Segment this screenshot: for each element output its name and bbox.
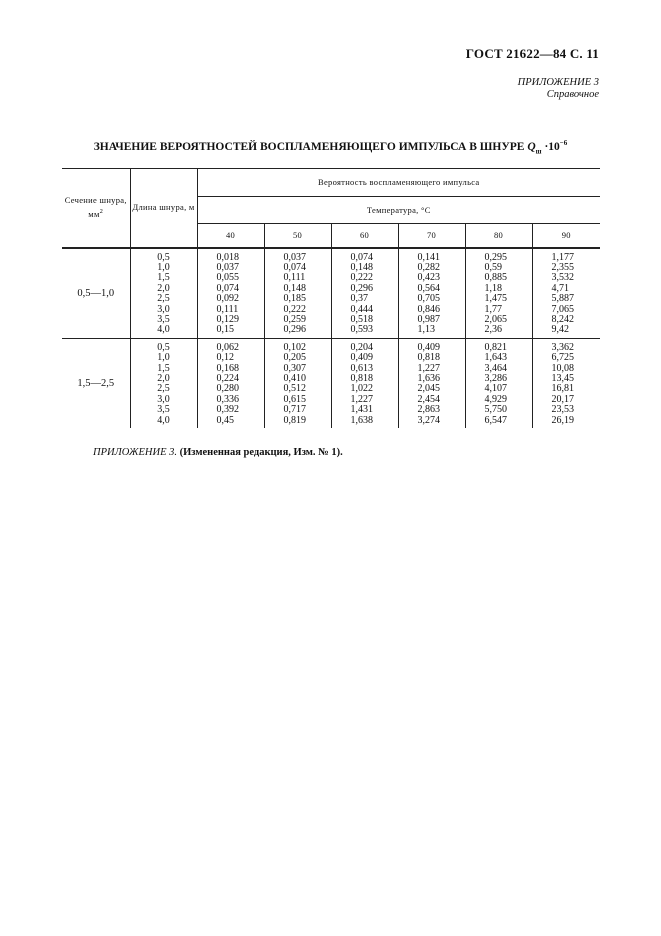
length-cell: 0,5 1,0 1,5 2,0 2,5 3,0 3,5 4,0	[130, 248, 197, 339]
value-cell: 0,062 0,12 0,168 0,224 0,280 0,336 0,392 0,45	[197, 338, 264, 428]
note-appendix-ref: ПРИЛОЖЕНИЕ 3.	[93, 447, 177, 458]
section-cell: 1,5—2,5	[77, 377, 115, 389]
value-cell: 0,204 0,409 0,613 0,818 1,022 1,227 1,431 1,638	[331, 338, 398, 428]
temp-60: 60	[331, 224, 398, 248]
header-probability: Вероятность воспламеняющего импульса	[197, 169, 600, 197]
probability-table	[62, 168, 600, 428]
temp-90: 90	[532, 224, 600, 248]
header-section: Сечение шнура, $мм^2$	[62, 169, 130, 248]
amendment-note	[93, 447, 343, 458]
value-cell: 0,821 1,643 3,464 3,286 4,107 4,929 5,750 6,547	[465, 338, 532, 428]
table-row	[62, 248, 600, 339]
temp-70: 70	[398, 224, 465, 248]
title-symbol: $Q_ш$	[527, 140, 542, 156]
note-text: (Измененная редакция, Изм. № 1).	[179, 447, 343, 458]
header-length: Длина шнура, м	[130, 169, 197, 248]
length-cell: 0,5 1,0 1,5 2,0 2,5 3,0 3,5 4,0	[130, 338, 197, 428]
value-cell: 0,074 0,148 0,222 0,296 0,37 0,444 0,518 0,593	[331, 248, 398, 339]
temp-50: 50	[264, 224, 331, 248]
value-cell: 3,362 6,725 10,08 13,45 16,81 20,17 23,53 26,19	[532, 338, 600, 428]
value-cell: 0,037 0,074 0,111 0,148 0,185 0,222 0,259 0,296	[264, 248, 331, 339]
value-cell: 1,177 2,355 3,532 4,71 5,887 7,065 8,242 9,42	[532, 248, 600, 339]
value-cell: 0,018 0,037 0,055 0,074 0,092 0,111 0,129 0,15	[197, 248, 264, 339]
section-cell: 0,5—1,0	[62, 248, 130, 339]
value-cell: 0,141 0,282 0,423 0,564 0,705 0,846 0,987 1,13	[398, 248, 465, 339]
title-exponent: −6	[559, 139, 568, 147]
document-reference: ГОСТ 21622—84 С. 11	[465, 46, 599, 61]
appendix-label: ПРИЛОЖЕНИЕ 3	[517, 77, 599, 88]
table-row	[62, 338, 600, 428]
value-cell: 0,295 0,59 0,885 1,18 1,475 1,77 2,065 2,36	[465, 248, 532, 339]
value-cell: 0,409 0,818 1,227 1,636 2,045 2,454 2,863 3,274	[398, 338, 465, 428]
title-multiplier: ·10	[544, 140, 560, 153]
temp-40: 40	[197, 224, 264, 248]
table-title	[0, 139, 661, 155]
header-temperature: Температура, °С	[197, 197, 600, 224]
table-title-text: ЗНАЧЕНИЕ ВЕРОЯТНОСТЕЙ ВОСПЛАМЕНЯЮЩЕГО ИМПУЛЬСА В ШНУРЕ	[93, 140, 525, 153]
temp-80: 80	[465, 224, 532, 248]
appendix-block	[518, 77, 599, 101]
value-cell: 0,102 0,205 0,307 0,410 0,512 0,615 0,717 0,819	[264, 338, 331, 428]
appendix-type: Справочное	[546, 89, 599, 100]
